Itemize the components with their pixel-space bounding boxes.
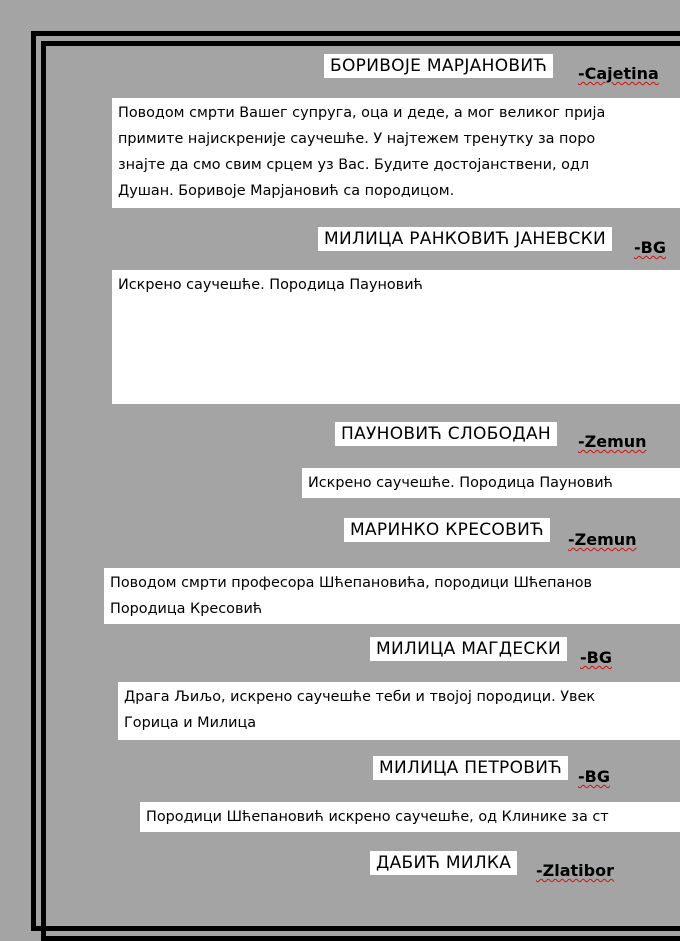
condolence-name: МИЛИЦА РАНКОВИЋ ЈАНЕВСКИ <box>318 227 612 251</box>
condolence-location: -Zemun <box>568 530 637 549</box>
condolence-location: -Cajetina <box>578 64 659 83</box>
condolence-message: Поводом смрти Вашег супруга, оца и деде, а мог великог прија примите најискреније саучешће. У најтежем тренутку за поро знајте да смо свим срцем уз Вас. Будите достојанствени, одл Душан. Боривоје Марјановић са породицом. <box>112 98 680 208</box>
condolence-name: ДАБИЋ МИЛКА <box>370 851 517 875</box>
condolence-location: -Zlatibor <box>536 861 614 880</box>
condolence-location: -BG <box>578 767 610 786</box>
condolence-location: -BG <box>580 648 612 667</box>
condolence-name: ПАУНОВИЋ СЛОБОДАН <box>335 422 557 446</box>
condolence-name: МАРИНКО КРЕСОВИЋ <box>344 518 550 542</box>
condolence-message: Искрено саучешће. Породица Пауновић <box>112 270 680 404</box>
condolence-name: МИЛИЦА МАГДЕСКИ <box>370 637 567 661</box>
condolence-name: БОРИВОЈЕ МАРЈАНОВИЋ <box>324 54 553 78</box>
condolence-name: МИЛИЦА ПЕТРОВИЋ <box>373 756 568 780</box>
condolence-message: Поводом смрти професора Шћепановића, породици Шћепанов Породица Кресовић <box>104 568 680 624</box>
condolence-message: Искрено саучешће. Породица Пауновић <box>302 468 680 498</box>
condolence-message: Породици Шћепановић искрено саучешће, од Клинике за ст <box>140 802 680 832</box>
condolence-location: -Zemun <box>578 432 647 451</box>
condolence-location: -BG <box>634 238 666 257</box>
condolence-message: Драга Љиљо, искрено саучешће теби и твојој породици. Увек Горица и Милица <box>118 682 680 740</box>
